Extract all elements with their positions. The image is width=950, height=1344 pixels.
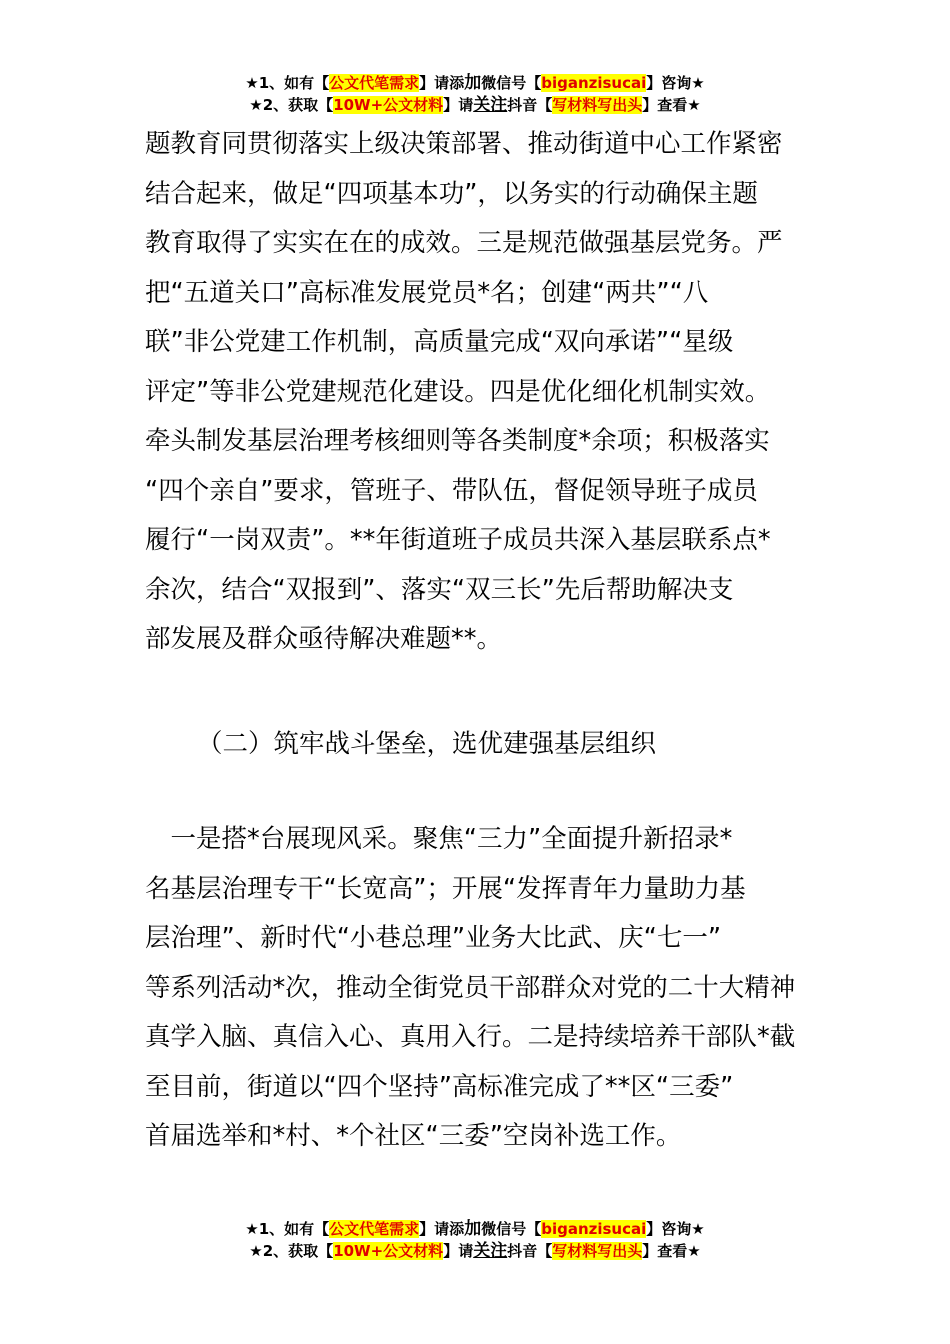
banner-highlight: 10W+公文材料 xyxy=(333,1242,444,1260)
banner-highlight: 10W+公文材料 xyxy=(333,96,444,114)
banner-line-1 xyxy=(0,1218,950,1240)
paragraph-2 xyxy=(145,815,807,1162)
banner-text: 】请 xyxy=(443,1242,474,1260)
text-line: “四个亲自”要求，管班子、带队伍，督促领导班子成员 xyxy=(145,475,758,506)
douyin-id: 写材料写出头 xyxy=(552,96,643,114)
banner-text: ★2、获取【 xyxy=(249,1242,334,1260)
banner-line-2 xyxy=(0,1240,950,1262)
banner-text: ★1、如有【 xyxy=(245,1220,330,1238)
bottom-banner xyxy=(0,1218,950,1262)
banner-text: 】请添 xyxy=(419,1220,465,1238)
banner-text: 】请添 xyxy=(419,74,465,92)
banner-text: 微信号【 xyxy=(481,74,542,92)
text-line: 牵头制发基层治理考核细则等各类制度*余项；积极落实 xyxy=(145,426,770,456)
text-line: 余次，结合“双报到”、落实“双三长”先后帮助解决支 xyxy=(145,574,734,605)
text-line: 等系列活动*次，推动全街党员干部群众对党的二十大精神 xyxy=(145,972,796,1003)
text-line: 履行“一岗双责”。**年街道班子成员共深入基层联系点* xyxy=(145,525,771,555)
paragraph-1-text xyxy=(145,120,807,665)
text-line: 真学入脑、真信入心、真用入行。二是持续培养干部队*截 xyxy=(145,1022,796,1052)
text-line: 至目前，街道以“四个坚持”高标准完成了**区“三委” xyxy=(145,1071,734,1102)
paragraph-1 xyxy=(145,120,807,665)
banner-text: 关注 xyxy=(473,1241,508,1261)
wechat-id: biganzisucai xyxy=(541,74,647,92)
section-heading: （二）筑牢战斗堡垒，选优建强基层组织 xyxy=(197,729,657,759)
banner-highlight: 公文代笔需求 xyxy=(329,74,420,92)
text-line: 联”非公党建工作机制，高质量完成“双向承诺”“星级 xyxy=(145,327,734,357)
banner-text: ★2、获取【 xyxy=(249,96,334,114)
banner-text: 关注 xyxy=(473,95,508,115)
text-line: 层治理”、新时代“小巷总理”业务大比武、庆“七一” xyxy=(145,923,722,953)
text-line: 部发展及群众亟待解决难题**。 xyxy=(145,624,503,654)
banner-highlight: 公文代笔需求 xyxy=(329,1220,420,1238)
text-line: 把“五道关口”高标准发展党员*名；创建“两共”“八 xyxy=(145,277,709,308)
banner-text: 加 xyxy=(464,1219,482,1239)
text-line: 首届选举和*村、*个社区“三委”空岗补选工作。 xyxy=(145,1121,682,1151)
top-banner xyxy=(0,72,950,116)
banner-text: 】咨询★ xyxy=(646,1220,705,1238)
text-line: 评定”等非公党建规范化建设。四是优化细化机制实效。 xyxy=(145,376,771,407)
banner-line-2 xyxy=(0,94,950,116)
wechat-id: biganzisucai xyxy=(541,1220,647,1238)
banner-text: 】咨询★ xyxy=(646,74,705,92)
banner-text: 抖音【 xyxy=(507,96,553,114)
banner-text: 】请 xyxy=(443,96,474,114)
text-line: 结合起来，做足“四项基本功”，以务实的行动确保主题 xyxy=(145,178,758,209)
paragraph-2-text xyxy=(145,815,807,1162)
banner-text: 抖音【 xyxy=(507,1242,553,1260)
text-line: 名基层治理专干“长宽高”；开展“发挥青年力量助力基 xyxy=(145,873,746,904)
banner-line-1 xyxy=(0,72,950,94)
banner-text: 加 xyxy=(464,73,482,93)
text-line: 题教育同贯彻落实上级决策部署、推动街道中心工作紧密 xyxy=(145,129,783,159)
banner-text: 微信号【 xyxy=(481,1220,542,1238)
banner-text: ★1、如有【 xyxy=(245,74,330,92)
banner-text: 】查看★ xyxy=(642,1242,701,1260)
banner-text: 】查看★ xyxy=(642,96,701,114)
text-line: 一是搭*台展现风采。聚焦“三力”全面提升新招录* xyxy=(145,824,733,854)
text-line: 教育取得了实实在在的成效。三是规范做强基层党务。严 xyxy=(145,228,783,258)
douyin-id: 写材料写出头 xyxy=(552,1242,643,1260)
